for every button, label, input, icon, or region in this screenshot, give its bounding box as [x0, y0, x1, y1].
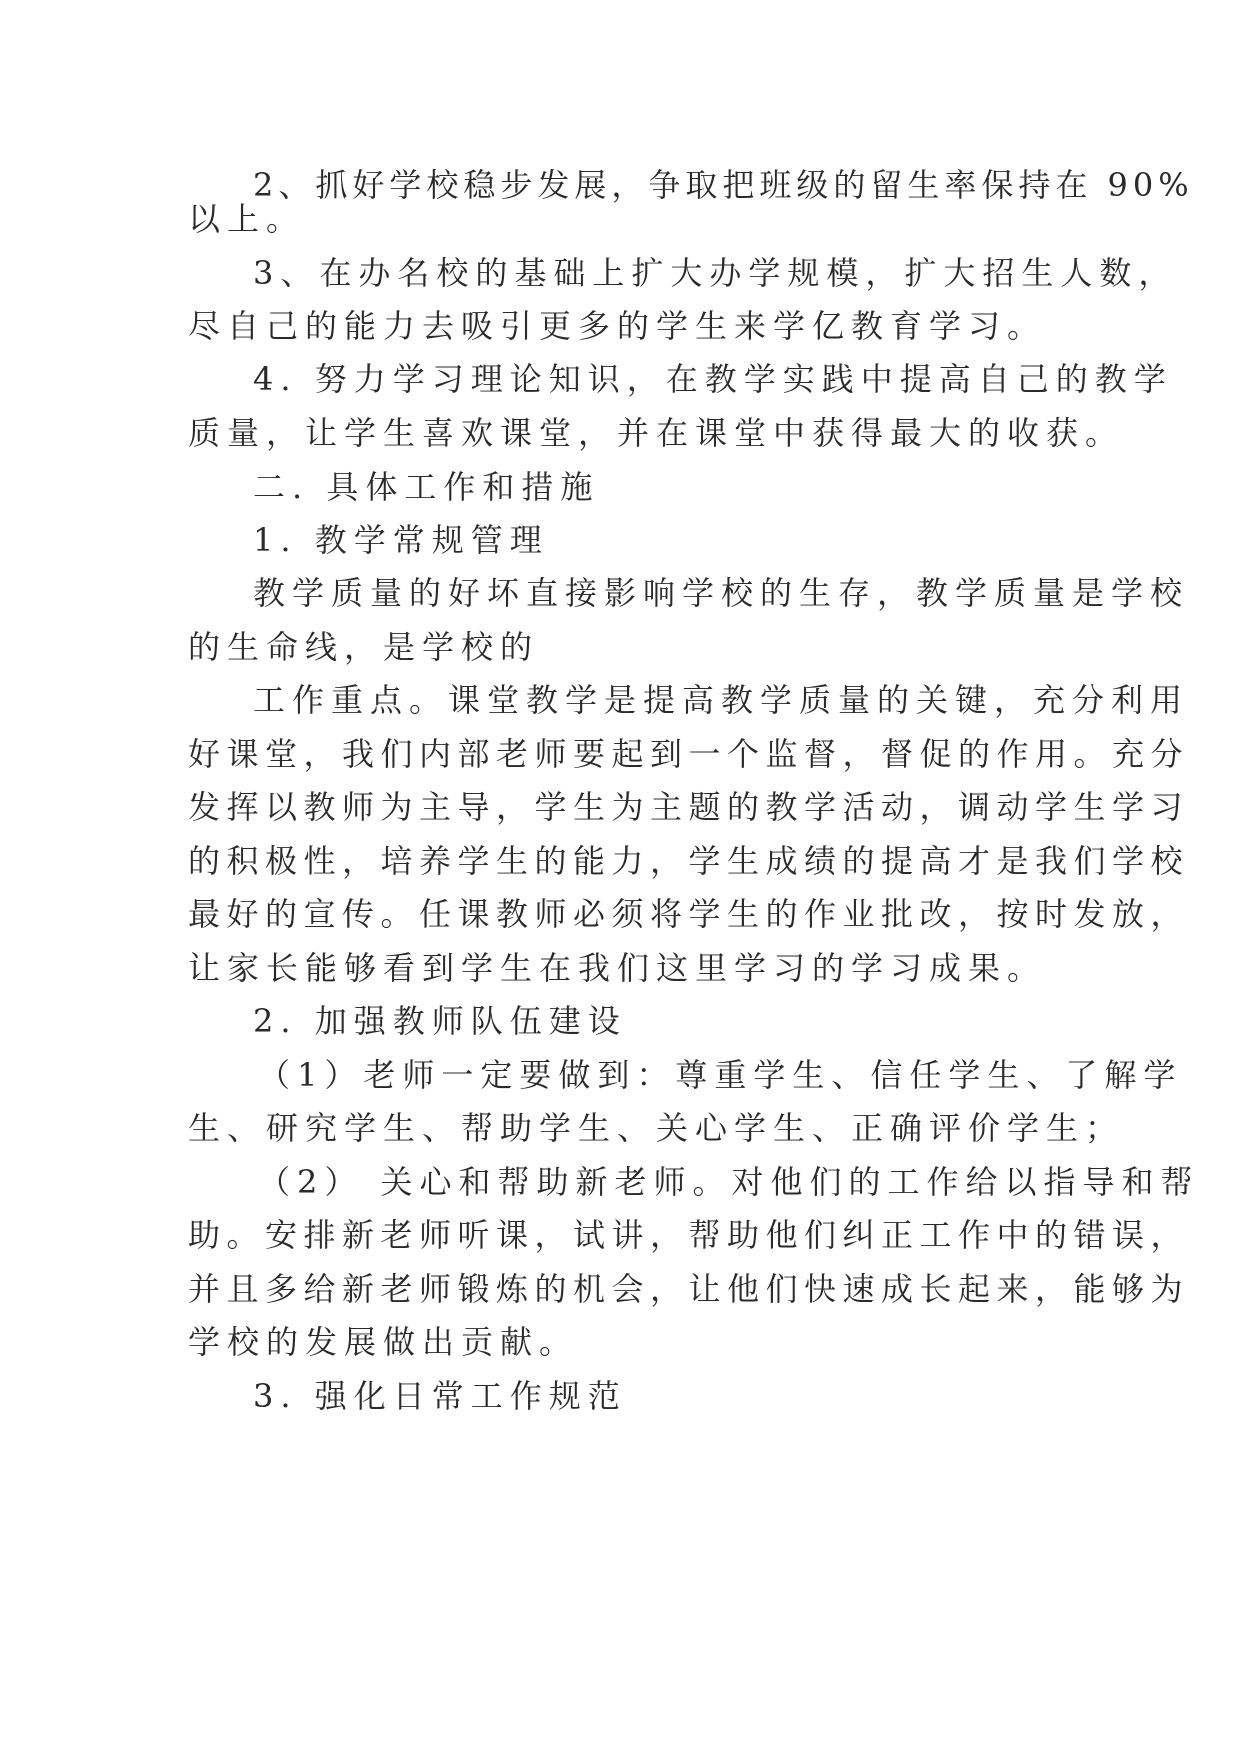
subsection-heading: 2. 加强教师队伍建设: [253, 1002, 627, 1040]
paragraph-line: 助。安排新老师听课，试讲，帮助他们纠正工作中的错误，: [188, 1216, 1190, 1254]
paragraph-line: 最好的宣传。任课教师必须将学生的作业批改，按时发放，: [188, 895, 1190, 933]
paragraph-line: 生、研究学生、帮助学生、关心学生、正确评价学生；: [188, 1109, 1125, 1147]
paragraph-line: 尽自己的能力去吸引更多的学生来学亿教育学习。: [188, 307, 1047, 345]
paragraph-line: 好课堂，我们内部老师要起到一个监督，督促的作用。充分: [188, 735, 1190, 773]
paragraph-line: 让家长能够看到学生在我们这里学习的学习成果。: [188, 949, 1047, 987]
paragraph-line: （1）老师一定要做到：尊重学生、信任学生、了解学: [258, 1056, 1183, 1094]
paragraph-line: 教学质量的好坏直接影响学校的生存，教学质量是学校: [253, 574, 1190, 612]
paragraph-line: 3、在办名校的基础上扩大办学规模，扩大招生人数，: [253, 254, 1178, 292]
paragraph-line: 并且多给新老师锻炼的机会，让他们快速成长起来，能够为: [188, 1270, 1190, 1308]
subsection-heading: 3. 强化日常工作规范: [253, 1377, 627, 1415]
paragraph-line: （2） 关心和帮助新老师。对他们的工作给以指导和帮: [258, 1163, 1200, 1201]
paragraph-line: 的生命线，是学校的: [188, 628, 540, 666]
paragraph-line: 以上。: [188, 200, 306, 238]
paragraph-line: 发挥以教师为主导，学生为主题的教学活动，调动学生学习: [188, 788, 1190, 826]
paragraph-line: 4. 努力学习理论知识，在教学实践中提高自己的教学: [253, 360, 1173, 398]
paragraph-line: 学校的发展做出贡献。: [188, 1323, 579, 1361]
paragraph-line: 工作重点。课堂教学是提高教学质量的关键，充分利用: [253, 681, 1190, 719]
subsection-heading: 1. 教学常规管理: [253, 521, 549, 559]
paragraph-line: 2、抓好学校稳步发展，争取把班级的留生率保持在 90%: [253, 166, 1194, 204]
section-heading: 二. 具体工作和措施: [253, 468, 600, 506]
paragraph-line: 的积极性，培养学生的能力，学生成绩的提高才是我们学校: [188, 842, 1190, 880]
paragraph-line: 质量，让学生喜欢课堂，并在课堂中获得最大的收获。: [188, 414, 1125, 452]
